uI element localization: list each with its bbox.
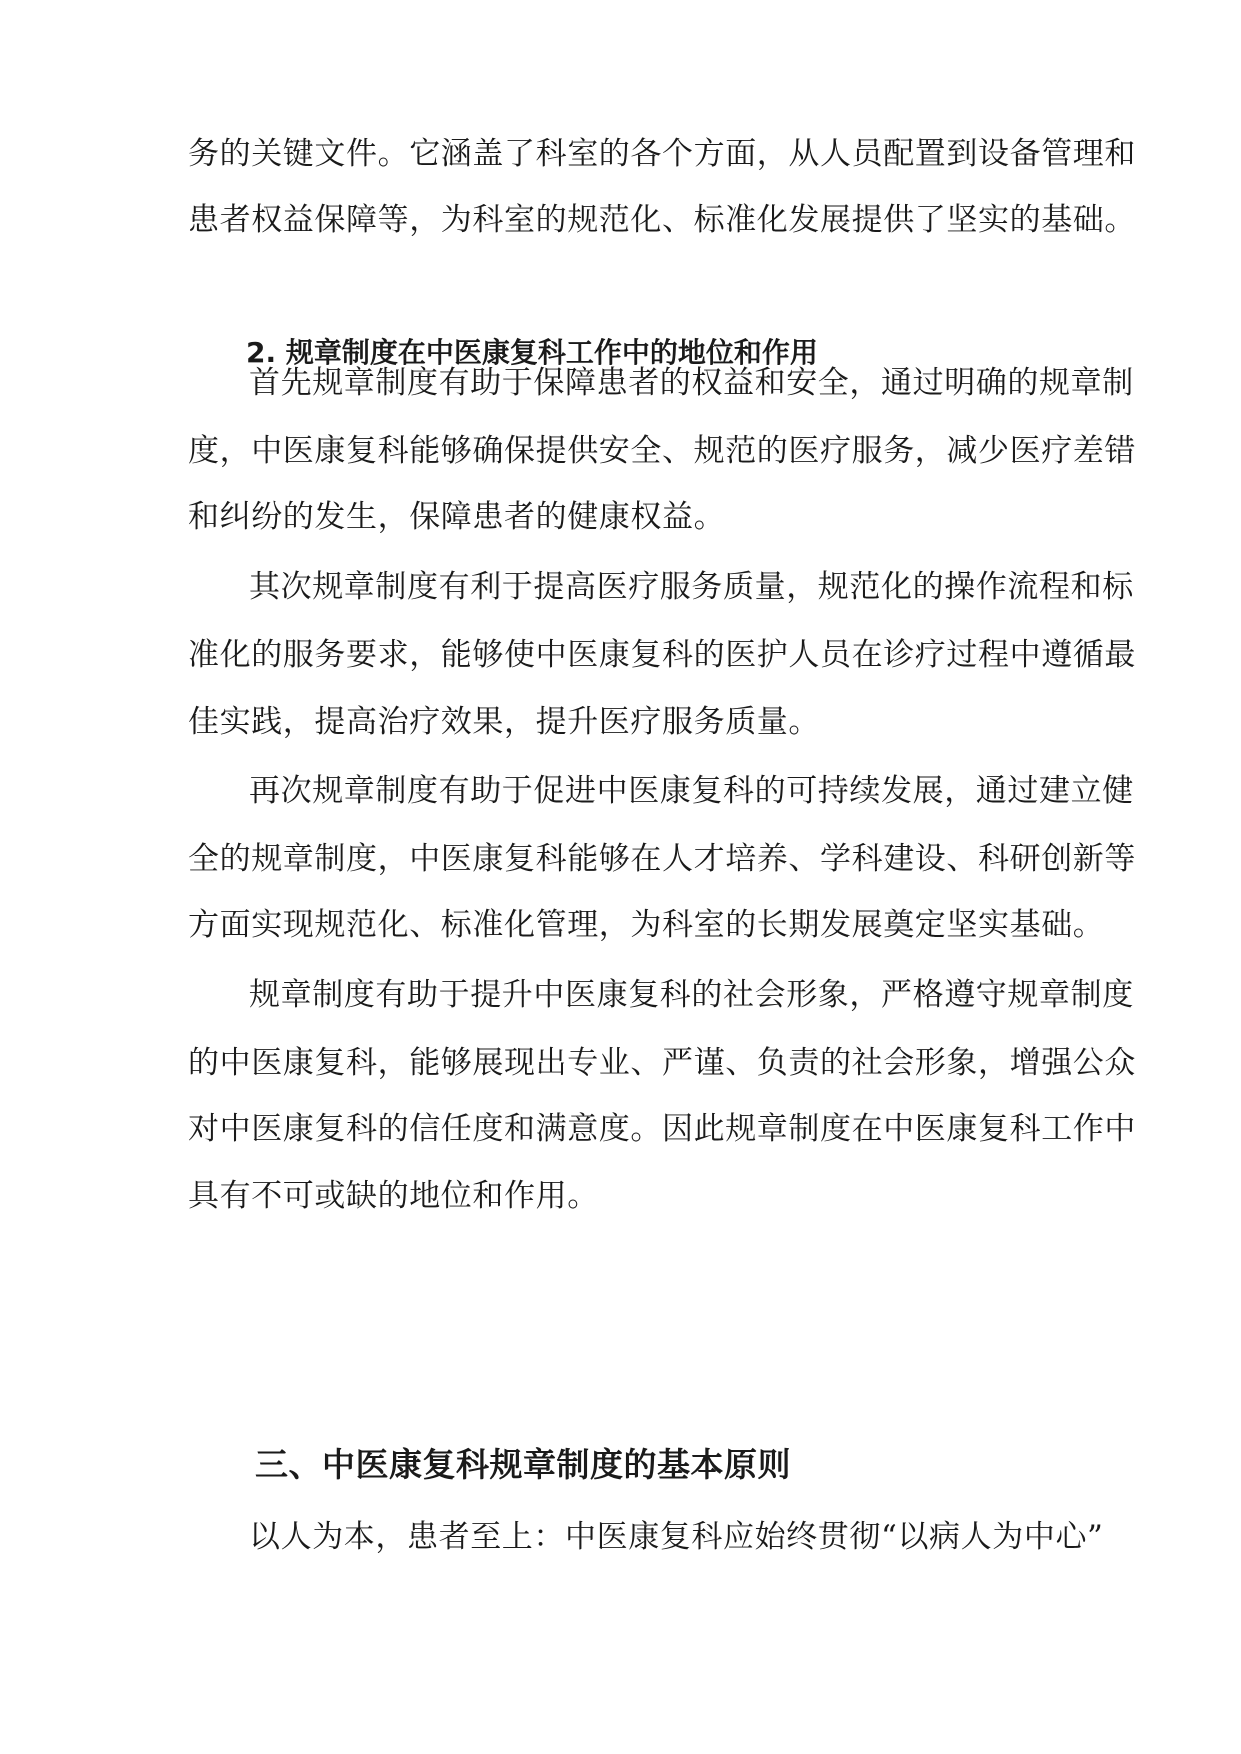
paragraph-4-line-3: 对中医康复科的信任度和满意度。因此规章制度在中医康复科工作中: [188, 1111, 1136, 1147]
paragraph-3-line-3: 方面实现规范化、标准化管理，为科室的长期发展奠定坚实基础。: [188, 907, 1105, 943]
paragraph-2-line-3: 佳实践，提高治疗效果，提升医疗服务质量。: [188, 704, 820, 740]
paragraph-1-line-2: 度，中医康复科能够确保提供安全、规范的医疗服务，减少医疗差错: [188, 433, 1136, 469]
paragraph-4-line-4: 具有不可或缺的地位和作用。: [188, 1178, 599, 1214]
intro-line-2: 患者权益保障等，为科室的规范化、标准化发展提供了坚实的基础。: [188, 202, 1136, 238]
intro-line-1: 务的关键文件。它涵盖了科室的各个方面，从人员配置到设备管理和: [188, 136, 1136, 172]
paragraph-4-line-1: 规章制度有助于提升中医康复科的社会形象，严格遵守规章制度: [249, 977, 1134, 1013]
paragraph-3-line-2: 全的规章制度，中医康复科能够在人才培养、学科建设、科研创新等: [188, 841, 1136, 877]
section-2-heading: 2. 规章制度在中医康复科工作中的地位和作用: [246, 336, 818, 369]
paragraph-1-line-1: 首先规章制度有助于保障患者的权益和安全，通过明确的规章制: [249, 365, 1134, 401]
paragraph-3-line-1: 再次规章制度有助于促进中医康复科的可持续发展，通过建立健: [249, 773, 1134, 809]
section-3-line-1: 以人为本，患者至上：中医康复科应始终贯彻“以病人为中心”: [249, 1519, 1104, 1555]
paragraph-2-line-2: 准化的服务要求，能够使中医康复科的医护人员在诊疗过程中遵循最: [188, 637, 1136, 673]
paragraph-1-line-3: 和纠纷的发生，保障患者的健康权益。: [188, 499, 726, 535]
paragraph-2-line-1: 其次规章制度有利于提高医疗服务质量，规范化的操作流程和标: [249, 569, 1134, 605]
paragraph-4-line-2: 的中医康复科，能够展现出专业、严谨、负责的社会形象，增强公众: [188, 1045, 1136, 1081]
section-3-heading: 三、中医康复科规章制度的基本原则: [255, 1445, 791, 1484]
